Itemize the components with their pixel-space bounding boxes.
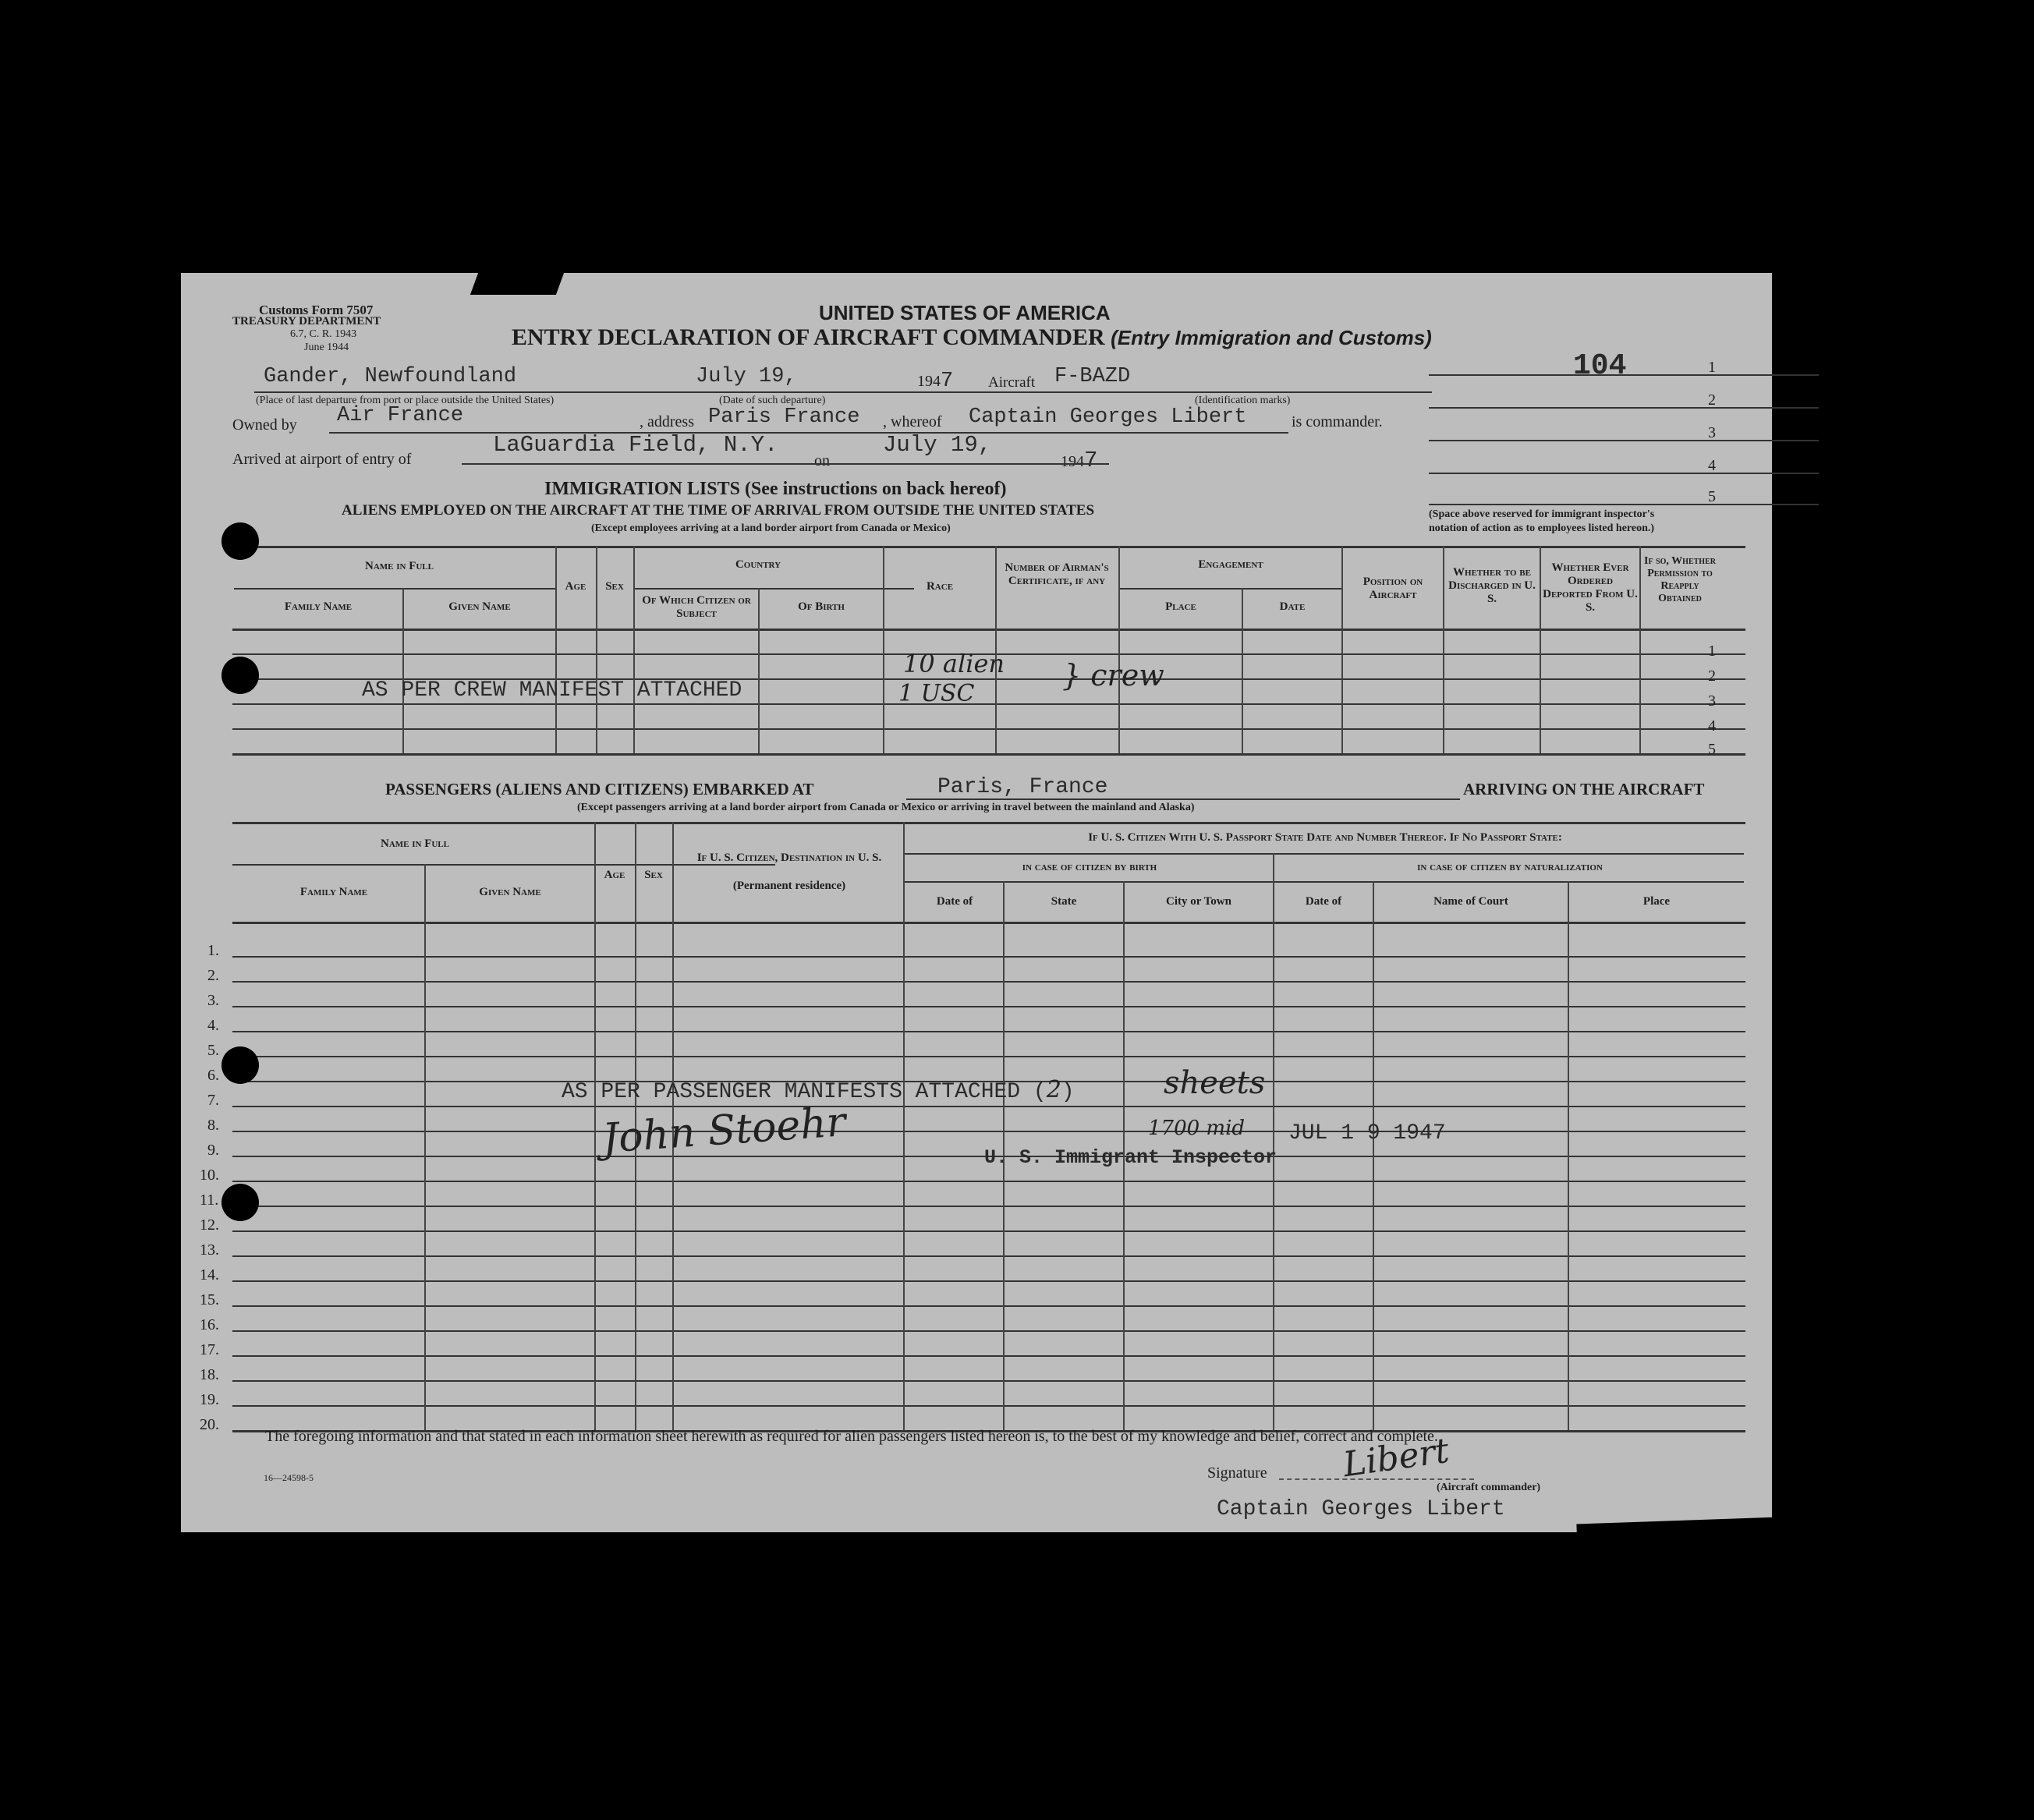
- departure-year-prefix: 194: [917, 373, 941, 390]
- passenger-col-divider: [1568, 881, 1569, 1430]
- country-title: UNITED STATES OF AMERICA: [819, 301, 1111, 324]
- passenger-header-date-of: Date of: [936, 895, 973, 908]
- inspector-line-number: 4: [1708, 457, 1716, 474]
- crew-col-divider: [1540, 546, 1541, 753]
- crew-row-line: [232, 703, 1745, 705]
- line-departure: [254, 391, 1432, 393]
- passenger-header-family-name: Family Name: [299, 886, 368, 898]
- inspector-line-number: 1: [1708, 359, 1716, 376]
- passenger-title-suffix: ARRIVING ON THE AIRCRAFT: [1463, 780, 1705, 798]
- signature-caption: (Aircraft commander): [1437, 1482, 1541, 1493]
- passenger-col-divider: [1373, 881, 1374, 1430]
- crew-header-permission: If so, Whether Permission to Reapply Obtained: [1644, 555, 1716, 604]
- inspector-caption-2: notation of action as to employees listed hereon.): [1429, 522, 1655, 534]
- passenger-row-line: [232, 956, 1745, 958]
- passenger-header-sex: Sex: [644, 869, 663, 881]
- inspector-title: U. S. Immigrant Inspector: [984, 1146, 1277, 1169]
- passenger-header-city: City or Town: [1166, 895, 1231, 908]
- passenger-embarked-at: Paris, France: [937, 775, 1108, 799]
- crew-col-divider: [402, 588, 404, 753]
- crew-row-line: [232, 728, 1745, 730]
- crew-header-date: Date: [1279, 600, 1306, 613]
- departure-year-digit: 7: [941, 370, 954, 393]
- passenger-row-number: 15.: [200, 1291, 219, 1308]
- passenger-row-number: 9.: [207, 1142, 219, 1159]
- passenger-header-place: Place: [1642, 895, 1671, 908]
- crew-header-sub-line: [234, 588, 555, 590]
- passenger-row-number: 1.: [207, 942, 219, 959]
- crew-col-divider: [1242, 588, 1243, 753]
- arrival-year-prefix: 194: [1061, 453, 1084, 470]
- inspector-line-5: [1429, 504, 1819, 505]
- arrived-label: Arrived at airport of entry of: [232, 451, 412, 468]
- date-caption: (Date of such departure): [719, 395, 826, 406]
- passenger-title-prefix: PASSENGERS (ALIENS AND CITIZENS) EMBARKED AT: [385, 780, 814, 798]
- form-number: Customs Form 7507: [259, 303, 374, 317]
- crew-row-number: 3: [1708, 692, 1716, 710]
- inspector-line-number: 5: [1708, 488, 1716, 505]
- punch-hole: [221, 522, 259, 560]
- passenger-header-destination-2: (Permanent residence): [732, 880, 846, 892]
- passenger-row-number: 19.: [200, 1391, 219, 1408]
- passenger-header-name-in-full: Name in Full: [380, 837, 449, 850]
- crew-header-of-birth: Of Birth: [798, 600, 845, 613]
- aircraft-label: Aircraft: [988, 374, 1036, 391]
- passenger-row-number: 7.: [207, 1092, 219, 1109]
- passenger-header-age: Age: [604, 869, 625, 881]
- commander-typed-name: Captain Georges Libert: [1217, 1497, 1505, 1521]
- crew-header-age: Age: [565, 580, 586, 593]
- crew-header-place: Place: [1165, 600, 1196, 613]
- passenger-row-line: [232, 981, 1745, 983]
- crew-col-divider: [1443, 546, 1444, 753]
- passenger-row-number: 16.: [200, 1316, 219, 1333]
- passenger-row-line: [232, 1230, 1745, 1232]
- passenger-row-number: 2.: [207, 967, 219, 984]
- aircraft-id: F-BAZD: [1054, 365, 1131, 388]
- passenger-row-number: 12.: [200, 1216, 219, 1234]
- passenger-header-bottom: [232, 922, 1745, 924]
- passenger-row-line: [232, 1006, 1745, 1007]
- passenger-row-line: [232, 1380, 1745, 1382]
- passenger-row-number: 3.: [207, 992, 219, 1009]
- inspector-signature: John Stoehr: [601, 1099, 848, 1163]
- passenger-row-number: 6.: [207, 1067, 219, 1084]
- commander: Captain Georges Libert: [969, 405, 1247, 429]
- passenger-row-number: 20.: [200, 1416, 219, 1433]
- arrival-year-digit: 7: [1084, 448, 1098, 473]
- arrival-date: July 19,: [883, 432, 992, 458]
- crew-header-name-in-full: Name in Full: [364, 560, 434, 572]
- passenger-row-number: 10.: [200, 1167, 219, 1184]
- arrival-airport: LaGuardia Field, N.Y.: [493, 432, 778, 458]
- line-embarked: [906, 798, 1460, 800]
- passenger-row-line: [232, 1181, 1745, 1182]
- passenger-header-court: Name of Court: [1433, 895, 1508, 908]
- on-label: on: [814, 452, 830, 469]
- crew-row-number: 1: [1708, 643, 1716, 660]
- inspector-caption-1: (Space above reserved for immigrant inspector's: [1429, 508, 1655, 520]
- passenger-row-number: 5.: [207, 1042, 219, 1059]
- crew-subtitle: ALIENS EMPLOYED ON THE AIRCRAFT AT THE TIME OF ARRIVAL FROM OUTSIDE THE UNITED STATES: [342, 502, 1095, 519]
- passenger-row-line: [232, 1305, 1745, 1307]
- form-title: [512, 324, 1432, 351]
- passenger-row-line: [232, 1405, 1745, 1407]
- form-title-main: ENTRY DECLARATION OF AIRCRAFT COMMANDER: [512, 324, 1105, 350]
- passenger-typed-close: ): [1061, 1080, 1075, 1104]
- passenger-header-given-name: Given Name: [479, 886, 541, 898]
- crew-hand-note-2: 1 USC: [898, 680, 975, 707]
- passenger-row-number: 14.: [200, 1266, 219, 1284]
- punch-hole: [221, 1046, 259, 1084]
- crew-col-divider: [883, 546, 884, 753]
- passenger-header-date-of-2: Date of: [1305, 895, 1342, 908]
- crew-header-discharged: Whether to be Discharged in U. S.: [1448, 566, 1536, 605]
- departure-place: Gander, Newfoundland: [264, 365, 517, 388]
- crew-hand-note-3: } crew: [1062, 658, 1164, 692]
- form-sheet: [181, 273, 1772, 1532]
- passenger-header-passport: If U. S. Citizen With U. S. Passport State Date and Number Thereof. If No Passport State:: [1088, 831, 1562, 844]
- passenger-row-number: 17.: [200, 1341, 219, 1358]
- crew-title-main: IMMIGRATION LISTS: [544, 479, 740, 499]
- form-cfr: 6.7, C. R. 1943: [290, 328, 357, 340]
- passenger-typed-text: AS PER PASSENGER MANIFESTS ATTACHED (: [562, 1080, 1047, 1104]
- crew-header-citizen-of: Of Which Citizen or Subject: [642, 594, 751, 620]
- inspector-line-number: 2: [1708, 391, 1716, 409]
- passenger-row-line: [232, 1255, 1745, 1257]
- passenger-row-number: 4.: [207, 1017, 219, 1034]
- id-caption: (Identification marks): [1195, 395, 1291, 406]
- passenger-col-divider: [1273, 853, 1274, 1430]
- commander-signature: Libert: [1341, 1430, 1452, 1485]
- departure-date: July 19,: [696, 365, 797, 388]
- crew-typed-entry: AS PER CREW MANIFEST ATTACHED: [362, 678, 742, 703]
- passenger-header-state: State: [1051, 895, 1077, 908]
- crew-title-note: (See instructions on back hereof): [744, 479, 1007, 499]
- crew-title: [544, 479, 1006, 500]
- passenger-header-destination: If U. S. Citizen, Destination in U. S.: [696, 852, 882, 864]
- departure-caption: (Place of last departure from port or place outside the United States): [256, 395, 555, 406]
- footer-statement: The foregoing information and that stated in each information sheet herewith as required for alien passengers listed hereon is, to the best of my knowledge and belief, correct and complete.: [265, 1428, 1438, 1445]
- passenger-subtitle: (Except passengers arriving at a land border airport from Canada or Mexico or arriving in travel between the mainland and Alaska): [577, 802, 1195, 813]
- passenger-header-sub-line: [905, 853, 1744, 855]
- crew-col-divider: [1118, 546, 1120, 753]
- torn-edge-bottom: [1576, 1517, 1780, 1555]
- form-title-paren: (Entry Immigration and Customs): [1111, 326, 1432, 349]
- arrival-year: [1061, 448, 1097, 473]
- crew-header-sub-line: [1120, 588, 1341, 590]
- punch-hole: [221, 657, 259, 694]
- form-department: TREASURY DEPARTMENT: [232, 315, 381, 328]
- crew-header-given-name: Given Name: [448, 600, 511, 613]
- crew-table-top: [232, 546, 1745, 548]
- crew-header-family-name: Family Name: [284, 600, 353, 613]
- passenger-row-line: [232, 1106, 1745, 1107]
- passenger-row-line: [232, 1330, 1745, 1332]
- crew-row-number: 5: [1708, 741, 1716, 758]
- signature-label: Signature: [1207, 1464, 1267, 1482]
- passenger-header-sub-line: [905, 881, 1744, 883]
- passenger-row-line: [232, 1031, 1745, 1032]
- form-date: June 1944: [304, 342, 349, 353]
- crew-col-divider: [633, 546, 635, 753]
- crew-hand-note-1: 10 alien: [903, 649, 1005, 678]
- crew-header-position: Position on Aircraft: [1362, 575, 1423, 601]
- passenger-header-by-birth: in case of citizen by birth: [1022, 861, 1157, 873]
- owner: Air France: [337, 404, 464, 427]
- crew-col-divider: [758, 588, 760, 753]
- crew-col-divider: [1341, 546, 1343, 753]
- crew-header-sex: Sex: [605, 580, 624, 593]
- passenger-row-line: [232, 1056, 1745, 1057]
- passenger-row-number: 8.: [207, 1117, 219, 1134]
- punch-hole: [221, 1184, 259, 1221]
- whereof-label: , whereof: [883, 413, 942, 430]
- inspector-line-number: 3: [1708, 424, 1716, 441]
- passenger-sheets-note: sheets: [1164, 1065, 1266, 1101]
- address-label: , address: [640, 413, 694, 430]
- inspector-line-1: [1429, 374, 1819, 376]
- address: Paris France: [708, 405, 860, 429]
- departure-year: [917, 370, 953, 393]
- crew-table-bottom: [232, 753, 1745, 756]
- passenger-row-number: 18.: [200, 1366, 219, 1383]
- passenger-row-line: [232, 1131, 1745, 1132]
- crew-row-number: 4: [1708, 717, 1716, 735]
- passenger-row-number: 11.: [200, 1191, 219, 1209]
- passenger-header-by-naturalization: in case of citizen by naturalization: [1417, 861, 1603, 873]
- sheet-number: 104: [1573, 349, 1627, 383]
- torn-edge-top: [470, 273, 564, 295]
- crew-header-engagement: Engagement: [1198, 558, 1263, 571]
- crew-header-deported: Whether Ever Ordered Deported From U. S.: [1543, 561, 1638, 614]
- passenger-row-line: [232, 1206, 1745, 1207]
- passenger-row-line: [232, 1355, 1745, 1357]
- passenger-row-line: [232, 1280, 1745, 1282]
- passenger-col-divider: [424, 864, 426, 1430]
- is-commander-label: is commander.: [1292, 413, 1383, 430]
- line-owner: [329, 432, 1288, 434]
- crew-col-divider: [555, 546, 557, 753]
- passenger-table-top: [232, 822, 1745, 824]
- passenger-row-number: 13.: [200, 1241, 219, 1259]
- passenger-col-divider: [594, 822, 596, 1430]
- crew-header-race: Race: [926, 580, 954, 593]
- crew-header-airman-cert: Number of Airman's Certificate, if any: [1005, 561, 1109, 587]
- crew-header-bottom: [232, 629, 1745, 631]
- crew-header-country: Country: [735, 558, 781, 571]
- stamp-date: JUL 1 9 1947: [1288, 1121, 1446, 1145]
- crew-exception: (Except employees arriving at a land border airport from Canada or Mexico): [591, 522, 951, 534]
- crew-col-divider: [596, 546, 597, 753]
- owned-by-label: Owned by: [232, 416, 297, 434]
- line-arrival: [462, 463, 1109, 465]
- crew-header-sub-line: [633, 588, 914, 590]
- inspector-line-2: [1429, 407, 1819, 409]
- stamp-time: 1700 mid: [1148, 1117, 1246, 1140]
- crew-row-number: 2: [1708, 667, 1716, 685]
- print-code: 16—24598-5: [264, 1472, 314, 1483]
- inspector-line-3: [1429, 440, 1819, 441]
- passenger-sheets-count: 2: [1046, 1076, 1061, 1103]
- passenger-col-divider: [903, 822, 905, 1430]
- inspector-line-4: [1429, 473, 1819, 474]
